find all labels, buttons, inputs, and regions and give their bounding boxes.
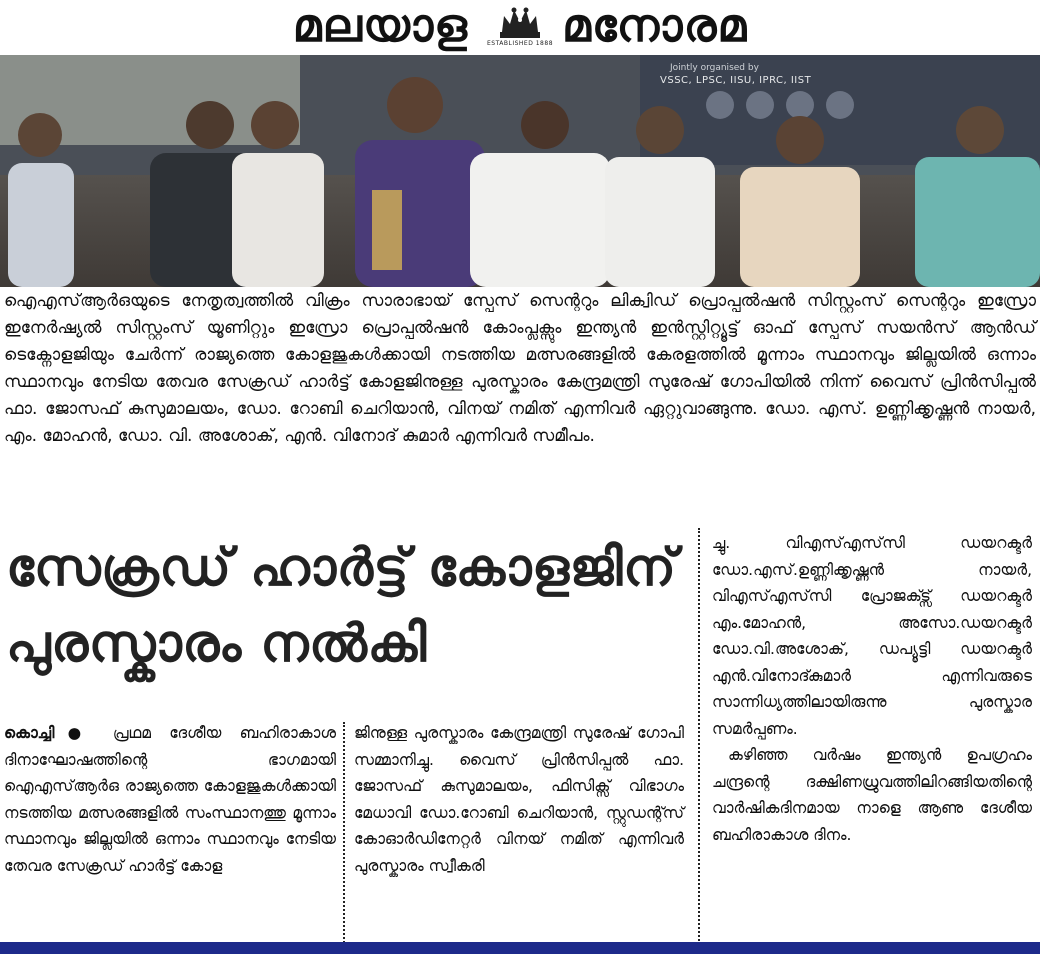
- masthead-title-right: മനോരമ: [562, 0, 748, 52]
- headline-line2: പുരസ്കാരം നൽകി: [6, 614, 427, 674]
- masthead-emblem-icon: [474, 2, 566, 52]
- masthead-established: ESTABLISHED 1888: [486, 40, 554, 47]
- masthead-title-left: മലയാള: [292, 0, 468, 52]
- photo-caption: ഐഎസ്ആർഒയുടെ നേതൃത്വത്തിൽ വിക്രം സാരാഭായ് സ്പേസ് സെന്ററും ലിക്വിഡ് പ്രൊപ്പൽഷൻ സിസ്റ്റംസ് സെന്ററും ഇസ്രോ ഇനേർഷ്യൽ സിസ്റ്റംസ് യൂണിറ്റും ഇസ്രോ പ്രൊപ്പൽഷൻ കോംപ്ലക്സും ഇന്ത്യൻ ഇൻസ്റ്റിറ്റ്യൂട്ട് ഓഫ് സ്പേസ് സയൻസ് ആൻഡ് ടെക്നോളജിയും ചേർന്ന് രാജ്യത്തെ കോളജുകൾക്കായി നടത്തിയ മത്സരങ്ങളിൽ കേരളത്തിൽ മൂന്നാം സ്ഥാനവും ജില്ലയിൽ ഒന്നാം സ്ഥാനവും നേടിയ തേവര സേക്രഡ് ഹാർട്ട് കോളജിനുള്ള പുരസ്കാരം കേന്ദ്രമന്ത്രി സുരേഷ് ഗോപിയിൽ നിന്ന് വൈസ് പ്രിൻസിപ്പൽ ഫാ. ജോസഫ് കുസുമാലയം, ഡോ. റോബി ചെറിയാൻ, വിനയ് നമിത് എന്നിവർ ഏറ്റുവാങ്ങുന്നു. ഡോ. എസ്. ഉണ്ണിക്കൃഷ്ണൻ നായർ, എം. മോഹൻ, ഡോ. വി. അശോക്, എൻ. വിനോദ് കുമാർ എന്നിവർ സമീപം.: [4, 291, 1036, 446]
- masthead: [0, 0, 1040, 54]
- photo-banner-line1: Jointly organised by: [670, 63, 759, 73]
- column-divider: [698, 528, 700, 948]
- article-column-2: [354, 720, 684, 879]
- headline-line1: സേക്രഡ് ഹാർട്ട് കോളജിന്: [6, 538, 677, 598]
- article-text: കഴിഞ്ഞ വർഷം ഇന്ത്യൻ ഉപഗ്രഹം ചന്ദ്രന്റെ ദക്ഷിണധ്രുവത്തിലിറങ്ങിയതിന്റെ വാർഷികദിനമായ നാളെ ആണു ദേശീയ ബഹിരാകാശ ദിനം.: [712, 746, 1032, 844]
- column-divider: [343, 722, 345, 947]
- article-column-3: [712, 530, 1032, 848]
- footer-bar: [0, 942, 1040, 954]
- article-text: ജിനുള്ള പുരസ്കാരം കേന്ദ്രമന്ത്രി സുരേഷ് ഗോപി സമ്മാനിച്ചു. വൈസ് പ്രിൻസിപ്പൽ ഫാ. ജോസഫ് കുസുമാലയം, ഫിസിക്സ് വിഭാഗം മേധാവി ഡോ.റോബി ചെറിയാൻ, സ്റ്റുഡന്റ്സ് കോഓർഡിനേറ്റർ വിനയ് നമിത് എന്നിവർ പുരസ്കാരം സ്വീകരി: [354, 724, 684, 875]
- headline: [6, 530, 696, 682]
- dateline: കൊച്ചി●: [4, 724, 95, 742]
- article-text: പ്രഥമ ദേശീയ ബഹിരാകാശ ദിനാഘോഷത്തിന്റെ ഭാഗമായി ഐഎസ്ആർഒ രാജ്യത്തെ കോളജുകൾക്കായി നടത്തിയ മത്സരങ്ങളിൽ സംസ്ഥാനത്തു മൂന്നാം സ്ഥാനവും ജില്ലയിൽ ഒന്നാം സ്ഥാനവും നേടിയ തേവര സേക്രഡ് ഹാർട്ട് കോള: [4, 724, 336, 875]
- photo-banner: [660, 63, 1000, 145]
- news-photo: [0, 55, 1040, 287]
- article-text: ച്ചു. വിഎസ്എസ്‌സി ഡയറക്ടർ ഡോ.എസ്.ഉണ്ണിക്കൃഷ്ണൻ നായർ, വിഎസ്എസ്‌സി പ്രോജക്ട്സ് ഡയറക്ടർ എം.മോഹൻ, അസോ.ഡയറക്ടർ ഡോ.വി.അശോക്, ഡപ്യൂട്ടി ഡയറക്ടർ എൻ.വിനോദ്കുമാർ എന്നിവരുടെ സാന്നിധ്യത്തിലായിരുന്നു പുരസ്കാര സമർപ്പണം.: [712, 534, 1032, 738]
- photo-banner-line2: VSSC, LPSC, IISU, IPRC, IIST: [660, 75, 812, 86]
- article-column-1: [4, 720, 336, 879]
